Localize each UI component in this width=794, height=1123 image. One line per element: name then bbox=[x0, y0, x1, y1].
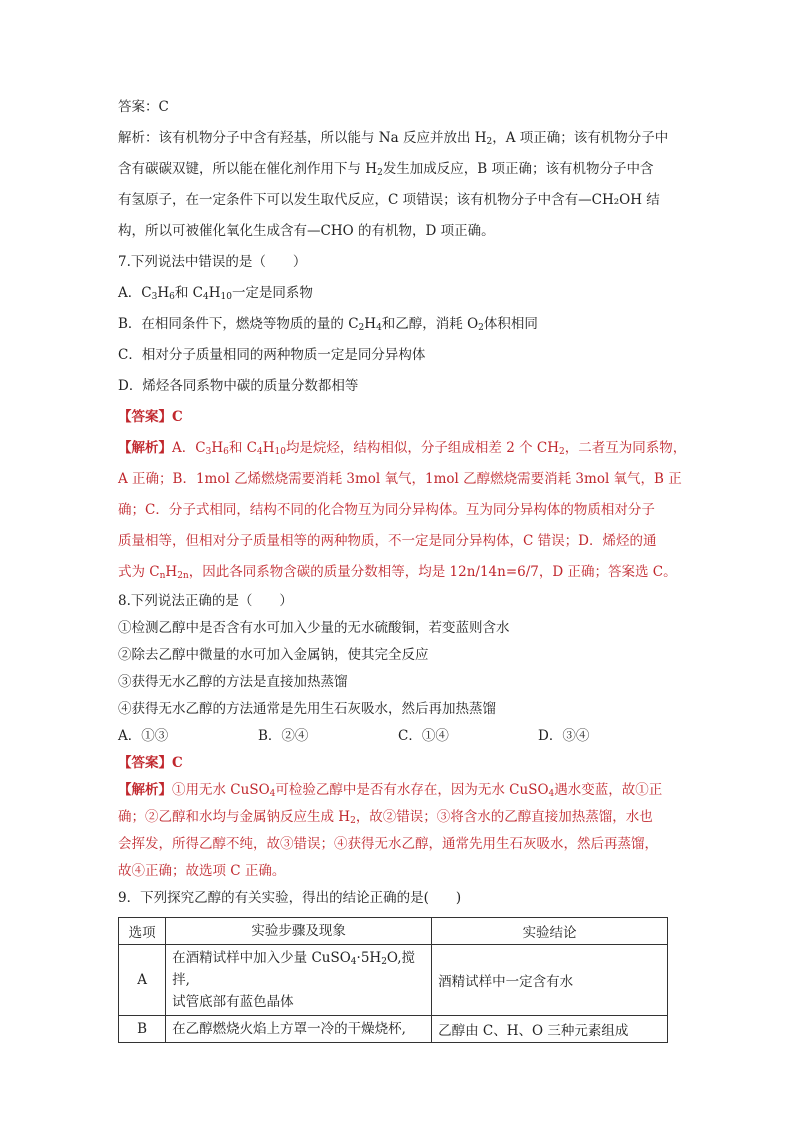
q8-option-b: B．②④ bbox=[258, 728, 309, 744]
q7-option-c: C．相对分子质量相同的两种物质一定是同分异构体 bbox=[118, 347, 426, 363]
analysis-line: 解析：该有机物分子中含有羟基，所以能与 Na 反应并放出 $H_2$，A 项正确；该有机物分子中 bbox=[118, 130, 669, 147]
q8-option-c: C．①④ bbox=[398, 728, 449, 744]
q8-analysis-line: 会挥发，所得乙醇不纯，故③错误；④获得无水乙醇，通常先用生石灰吸水，然后再蒸馏， bbox=[118, 836, 658, 852]
q8-statement: ①检测乙醇中是否含有水可加入少量的无水硫酸铜，若变蓝则含水 bbox=[118, 620, 510, 636]
q8-answer: 【答案】C bbox=[118, 755, 183, 771]
document-page bbox=[118, 92, 687, 1043]
q8-statement: ④获得无水乙醇的方法通常是先用生石灰吸水，然后再加热蒸馏 bbox=[118, 701, 496, 717]
q7-analysis-line: 确；C．分子式相同，结构不同的化合物互为同分异构体。互为同分异构体的物质相对分子 bbox=[118, 502, 655, 518]
q8-options bbox=[118, 723, 678, 750]
q7-analysis-line: 式为 $C_nH_{2n}$，因此各同系物含碳的质量分数相等，均是 12n/14n=6/7，D 正确；答案选 C。 bbox=[118, 564, 677, 581]
q7-analysis-line: 【解析】A．$C_3H_6$和 $C_4H_{10}$均是烷烃，结构相似，分子组成相差 2 个 $CH_2$，二者互为同系物， bbox=[118, 440, 687, 457]
table-header-row bbox=[119, 918, 668, 945]
q8-analysis-line: 【解析】①用无水 CuSO$_4$可检验乙醇中是否有水存在，因为无水 CuSO$_4$遇水变蓝，故①正 bbox=[118, 782, 663, 799]
q7-analysis-line: 质量相等，但相对分子质量相等的两种物质，不一定是同分异构体，C 错误；D．烯烃的通 bbox=[118, 533, 657, 549]
table-row bbox=[119, 945, 668, 1016]
q7-option-b: B．在相同条件下，燃烧等物质的量的 $C_2H_4$和乙醇，消耗 $O_2$体积相同 bbox=[118, 316, 538, 333]
header-option: 选项 bbox=[119, 918, 166, 945]
table-row bbox=[119, 1016, 668, 1043]
analysis-line: 有氢原子，在一定条件下可以发生取代反应，C 项错误；该有机物分子中含有—CH₂OH 结 bbox=[118, 192, 660, 208]
q8-statement: ③获得无水乙醇的方法是直接加热蒸馏 bbox=[118, 674, 348, 690]
q7-option-d: D．烯烃各同系物中碳的质量分数都相等 bbox=[118, 378, 359, 394]
row-conclusion: 酒精试样中一定含有水 bbox=[432, 945, 668, 1016]
row-steps: 在乙醇燃烧火焰上方罩一冷的干燥烧杯, bbox=[166, 1016, 432, 1043]
analysis-line: 构，所以可被催化氧化生成含有—CHO 的有机物，D 项正确。 bbox=[118, 223, 495, 239]
q8-option-a: A．①③ bbox=[118, 728, 169, 744]
header-conclusion: 实验结论 bbox=[432, 918, 668, 945]
q8-analysis-line: 确；②乙醇和水均与金属钠反应生成 $H_2$，故②错误；③将含水的乙醇直接加热蒸馏，水也 bbox=[118, 809, 653, 826]
row-option: A bbox=[119, 945, 166, 1016]
q7-answer: 【答案】C bbox=[118, 409, 183, 425]
question-8-stem: 8.下列说法正确的是（ ） bbox=[118, 593, 293, 609]
row-option: B bbox=[119, 1016, 166, 1043]
q7-option-a: A．$C_3H_6$和 $C_4H_{10}$一定是同系物 bbox=[118, 285, 313, 302]
row-conclusion: 乙醇由 C、H、O 三种元素组成 bbox=[432, 1016, 668, 1043]
q7-analysis-line: A 正确；B．1mol 乙烯燃烧需要消耗 3mol 氧气，1mol 乙醇燃烧需要消耗 3mol 氧气，B 正 bbox=[118, 471, 682, 487]
experiment-table bbox=[118, 917, 668, 1043]
analysis-line: 含有碳碳双键，所以能在催化剂作用下与 $H_2$发生加成反应，B 项正确；该有机物分子中含 bbox=[118, 161, 654, 178]
question-7-stem: 7.下列说法中错误的是（ ） bbox=[118, 254, 307, 270]
header-steps: 实验步骤及现象 bbox=[166, 918, 432, 945]
q8-option-d: D．③④ bbox=[538, 728, 590, 744]
question-9-stem: 9．下列探究乙醇的有关实验，得出的结论正确的是( ) bbox=[118, 890, 462, 906]
q8-statement: ②除去乙醇中微量的水可加入金属钠，使其完全反应 bbox=[118, 647, 429, 663]
q8-analysis-line: 故④正确；故选项 C 正确。 bbox=[118, 863, 286, 879]
answer-line: 答案：C bbox=[118, 99, 169, 115]
row-steps: 在酒精试样中加入少量 $CuSO_4\cdot 5H_2O$,搅拌, 试管底部有蓝色晶体 bbox=[166, 945, 432, 1016]
